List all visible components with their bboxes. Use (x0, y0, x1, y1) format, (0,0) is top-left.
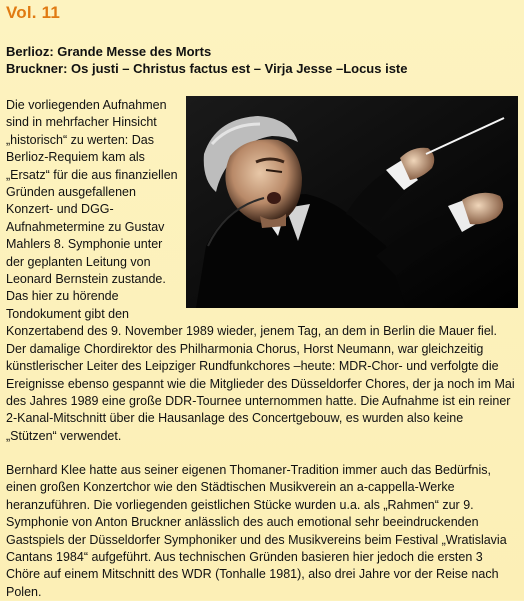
volume-heading: Vol. 11 (6, 3, 61, 22)
conductor-illustration (186, 96, 518, 308)
paragraph-2: Bernhard Klee hatte aus seiner eigenen Thomaner-Tradition immer auch das Bedürfnis, einen großen Konzertchor wie den Städtischen Musikverein an a-cappella-Werke heranzuführen. Die vorliegenden geistlichen Stücke wurden u.a. als „Rahmen“ zur 9. Symphonie von Anton Bruckner anlässlich des auch emotional sehr beeindruckenden Gastspiels der Düsseldorfer Symphoniker und des Musikvereins beim Festival „Wratislavia Cantans 1984“ aufgeführt. Aus technischen Gründen basieren hier jedoch die ersten 3 Chöre auf einem Mitschnitt des WDR (Tonhalle 1981), also drei Jahre vor der Reise nach Polen. (6, 463, 507, 599)
works-list (6, 43, 407, 77)
paragraph-1-text: Die vorliegenden Aufnahmen sind in mehrfacher Hinsicht „historisch“ zu werten: Das Berlioz-Requiem kam als „Ersatz“ für die aus finanziellen Gründen ausgefallenen Konzert- und DGG-Aufnahmetermine zu Gustav Mahlers 8. Symphonie unter der geplanten Leitung von Leonard Bernstein zustande. Das hier zu hörende Tondokument gibt den Konzertabend des 9. November 1989 wieder, jenem Tag, an dem in Berlin die Mauer fiel. Der damalige Chordirektor des Philharmonia Chorus, Horst Neumann, war gleichzeitig künstlerischer Leiter des Leipziger Rundfunkchores –heute: MDR-Chor- und verfolgte die Ereignisse ebenso gespannt wie die Mitglieder des Düsseldorfer Chores, der ja noch im Mai des Jahres 1989 eine große DDR-Tournee unternommen hatte. Die Aufnahme ist ein reiner 2-Kanal-Mitschnitt über die Hausanlage des Concertgebouw, es wurden also keine „Stützen“ verwendet. (6, 98, 515, 443)
works-line-bruckner: Bruckner: Os justi – Christus factus est – Virja Jesse –Locus iste (6, 61, 408, 76)
works-line-berlioz: Berlioz: Grande Messe des Morts (6, 44, 212, 59)
conductor-photo (186, 96, 518, 308)
